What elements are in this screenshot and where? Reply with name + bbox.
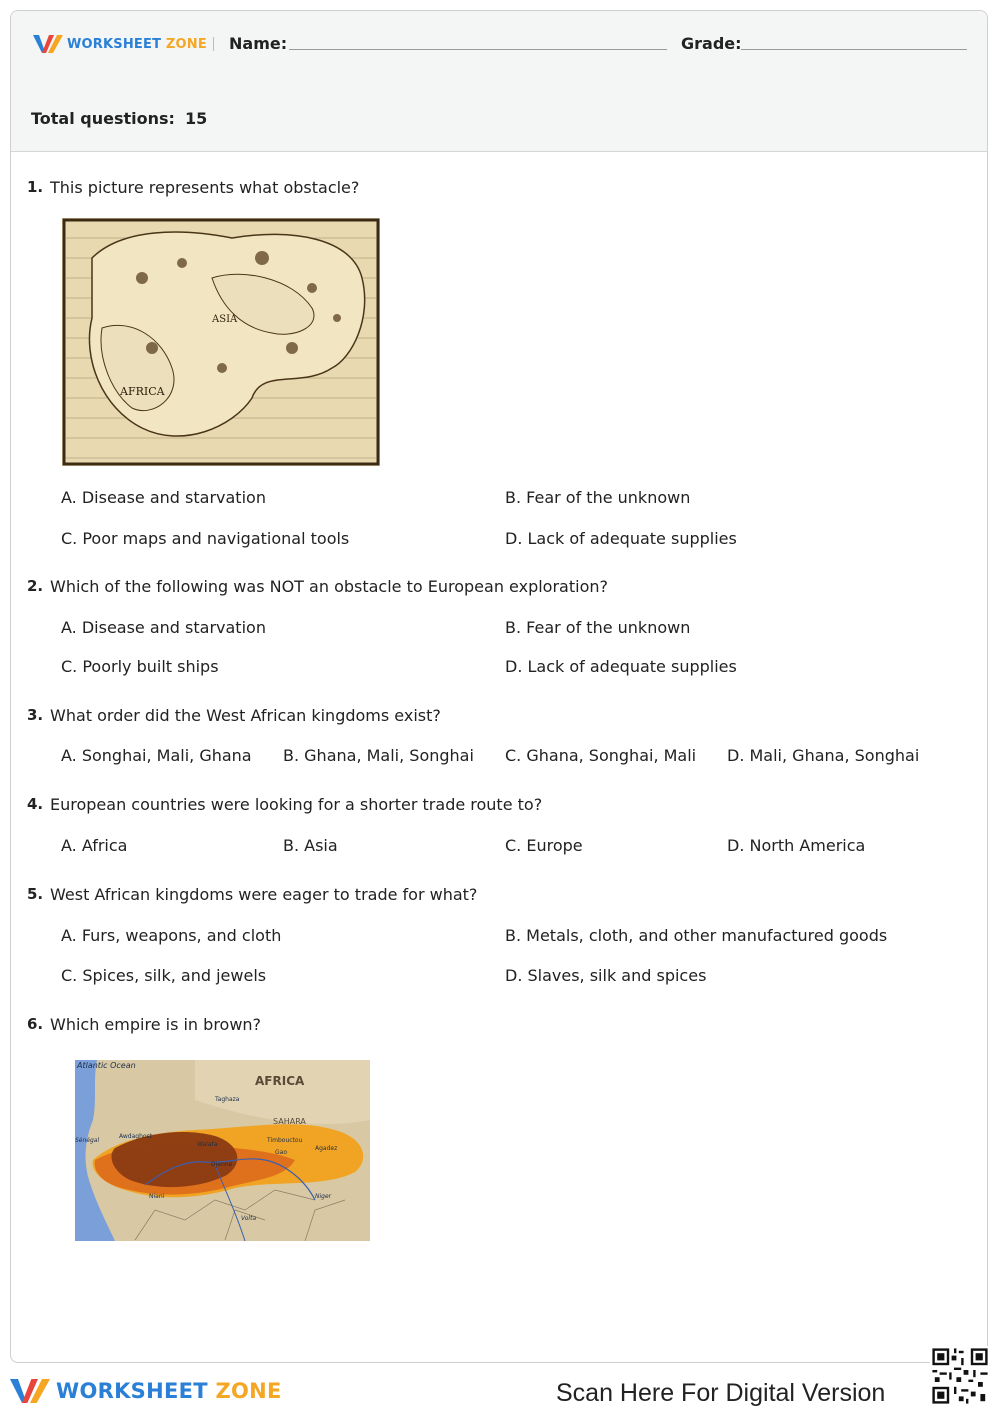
west-africa-empires-map bbox=[75, 1060, 370, 1241]
brand-name: WORKSHEET bbox=[67, 36, 162, 52]
map-label-djenne: Djenné bbox=[211, 1161, 233, 1168]
worksheet-header bbox=[11, 11, 987, 152]
old-world-map-image bbox=[62, 218, 380, 466]
question-number: 2. bbox=[27, 577, 44, 595]
qr-code-icon[interactable] bbox=[930, 1346, 990, 1406]
map-label-atlantic: Atlantic Ocean bbox=[77, 1061, 136, 1070]
grade-label: Grade: bbox=[681, 34, 742, 53]
question-2-option-c[interactable]: C. Poorly built ships bbox=[61, 657, 219, 676]
map-label-agadez: Agadez bbox=[315, 1145, 338, 1152]
old-world-map-illustration bbox=[62, 218, 380, 466]
grade-field[interactable] bbox=[741, 49, 967, 50]
question-5-option-b[interactable]: B. Metals, cloth, and other manufactured goods bbox=[505, 926, 888, 945]
name-field[interactable] bbox=[289, 49, 667, 50]
question-text: What order did the West African kingdoms exist? bbox=[50, 706, 441, 725]
map-label-awdaghost: Awdaghost bbox=[119, 1133, 153, 1140]
question-5-option-d[interactable]: D. Slaves, silk and spices bbox=[505, 966, 707, 985]
question-number: 6. bbox=[27, 1015, 44, 1033]
question-1-option-a[interactable]: A. Disease and starvation bbox=[61, 488, 266, 507]
footer-brand-name: WORKSHEET bbox=[56, 1379, 208, 1403]
map-label-walata: Walata bbox=[197, 1141, 218, 1148]
map-label-asia: ASIA bbox=[212, 314, 238, 325]
question-number: 3. bbox=[27, 706, 44, 724]
question-number: 4. bbox=[27, 795, 44, 813]
map-label-timbouctou: Timbouctou bbox=[267, 1137, 303, 1144]
map-label-senegal: Sénégal bbox=[75, 1137, 100, 1144]
brand-wordmark bbox=[67, 37, 207, 52]
map-label-taghaza: Taghaza bbox=[215, 1096, 240, 1103]
question-4-option-d[interactable]: D. North America bbox=[727, 836, 866, 855]
question-number: 5. bbox=[27, 885, 44, 903]
map-label-niger: Niger bbox=[315, 1193, 332, 1200]
question-3-option-c[interactable]: C. Ghana, Songhai, Mali bbox=[505, 746, 697, 765]
map-label-africa: AFRICA bbox=[120, 385, 165, 398]
question-3-option-a[interactable]: A. Songhai, Mali, Ghana bbox=[61, 746, 252, 765]
question-number: 1. bbox=[27, 178, 44, 196]
question-5-option-a[interactable]: A. Furs, weapons, and cloth bbox=[61, 926, 282, 945]
question-2-option-a[interactable]: A. Disease and starvation bbox=[61, 618, 266, 637]
question-text: Which of the following was NOT an obstacle to European exploration? bbox=[50, 577, 608, 596]
footer-brand-wordmark bbox=[56, 1379, 282, 1403]
question-text: This picture represents what obstacle? bbox=[50, 178, 360, 197]
map-label-niani: Niani bbox=[149, 1193, 165, 1200]
question-1-option-d[interactable]: D. Lack of adequate supplies bbox=[505, 529, 737, 548]
question-3-option-d[interactable]: D. Mali, Ghana, Songhai bbox=[727, 746, 920, 765]
question-4-option-b[interactable]: B. Asia bbox=[283, 836, 338, 855]
question-5-option-c[interactable]: C. Spices, silk, and jewels bbox=[61, 966, 267, 985]
footer-brand-logo bbox=[10, 1376, 282, 1406]
total-questions-count: 15 bbox=[184, 109, 208, 128]
question-2-option-b[interactable]: B. Fear of the unknown bbox=[505, 618, 691, 637]
question-2-option-d[interactable]: D. Lack of adequate supplies bbox=[505, 657, 737, 676]
brand-zone: ZONE bbox=[165, 36, 207, 52]
map-label-gao: Gao bbox=[275, 1149, 287, 1156]
name-label: Name: bbox=[229, 34, 288, 53]
question-text: West African kingdoms were eager to trade for what? bbox=[50, 885, 478, 904]
map-label-sahara: SAHARA bbox=[273, 1117, 306, 1126]
header-divider bbox=[213, 37, 214, 51]
logo-mark-icon bbox=[33, 33, 63, 55]
total-questions-label: Total questions: bbox=[31, 109, 175, 128]
question-text: European countries were looking for a shorter trade route to? bbox=[50, 795, 543, 814]
question-4-option-c[interactable]: C. Europe bbox=[505, 836, 583, 855]
question-4-option-a[interactable]: A. Africa bbox=[61, 836, 128, 855]
question-3-option-b[interactable]: B. Ghana, Mali, Songhai bbox=[283, 746, 474, 765]
map-label-volta: Volta bbox=[241, 1215, 257, 1222]
map-label-africa: AFRICA bbox=[255, 1074, 305, 1088]
scan-for-digital-version: Scan Here For Digital Version bbox=[556, 1379, 886, 1407]
question-text: Which empire is in brown? bbox=[50, 1015, 262, 1034]
footer-logo-mark-icon bbox=[10, 1376, 50, 1406]
west-africa-empires-map-image bbox=[75, 1060, 370, 1241]
question-1-option-b[interactable]: B. Fear of the unknown bbox=[505, 488, 691, 507]
brand-logo bbox=[33, 33, 207, 55]
total-questions bbox=[31, 109, 207, 128]
question-1-option-c[interactable]: C. Poor maps and navigational tools bbox=[61, 529, 350, 548]
footer-brand-zone: ZONE bbox=[215, 1379, 282, 1403]
